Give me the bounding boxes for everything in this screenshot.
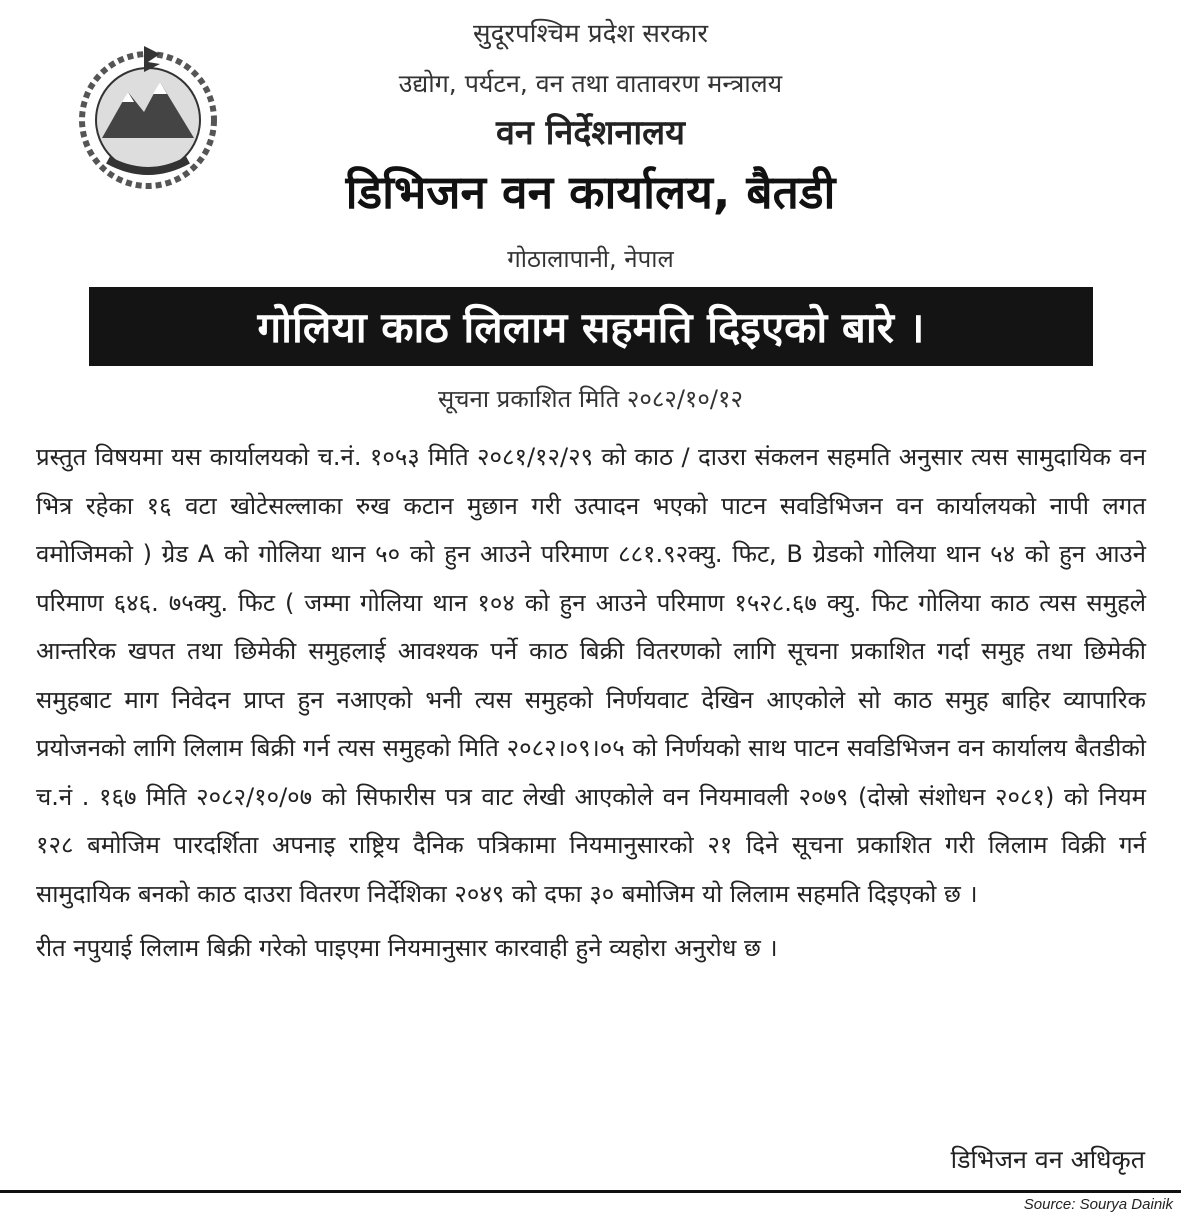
office-location: गोठालापानी, नेपाल [507,245,674,273]
ministry-name: उद्योग, पर्यटन, वन तथा वातावरण मन्त्रालय [398,69,783,98]
source-credit: Source: Sourya Dainik [1023,1196,1173,1213]
office-name: डिभिजन वन कार्यालय, बैतडी [345,165,836,219]
notice-body [36,433,1146,973]
government-name: सुदूरपश्चिम प्रदेश सरकार [473,19,708,49]
body-paragraph: रीत नपुयाई लिलाम बिक्री गरेको पाइएमा नियमानुसार कारवाही हुने व्यहोरा अनुरोध छ । [36,934,778,962]
notice-title: गोलिया काठ लिलाम सहमति दिइएको बारे । [89,287,1093,366]
bottom-divider [0,1190,1181,1193]
directorate-name: वन निर्देशनालय [496,113,685,153]
body-paragraph: प्रस्तुत विषयमा यस कार्यालयको च.नं. १०५३ मिति २०८१/१२/२९ को काठ / दाउरा संकलन सहमति अनुसार त्यस सामुदायिक वन भित्र रहेका १६ वटा खोटेसल्लाका रुख कटान मुछान गरी उत्पादन भएको पाटन सवडिभिजन वन कार्यालयको नापी लगत वमोजिमको ) ग्रेड A को गोलिया थान ५० को हुन आउने परिमाण ८८१.९२क्यु. फिट, B ग्रेडको गोलिया थान ५४ को हुन आउने परिमाण ६४६. ७५क्यु. फिट ( जम्मा गोलिया थान १०४ को हुन आउने परिमाण १५२८.६७ क्यु. फिट गोलिया काठ त्यस समुहले आन्तरिक खपत तथा छिमेकी समुहलाई आवश्यक पर्ने काठ बिक्री वितरणको लागि सूचना प्रकाशित गर्दा समुह तथा छिमेकी समुहबाट माग निवेदन प्राप्त हुन नआएको भनी त्यस समुहको निर्णयवाट देखिन आएकोले सो काठ समुह बाहिर व्यापारिक प्रयोजनको लागि लिलाम बिक्री गर्न त्यस समुहको मिति २०८२।०९।०५ को निर्णयको साथ पाटन सवडिभिजन वन कार्यालय बैतडीको च.नं . १६७ मिति २०८२/१०/०७ को सिफारीस पत्र वाट लेखी आएकोले वन नियमावली २०७९ (दोस्रो संशोधन २०८१) को नियम १२८ बमोजिम पारदर्शिता अपनाइ राष्ट्रिय दैनिक पत्रिकामा नियमानुसारको २१ दिने सूचना प्रकाशित गरी लिलाम विक्री गर्न सामुदायिक बनको काठ दाउरा वितरण निर्देशिका २०४९ को दफा ३० बमोजिम यो लिलाम सहमति दिइएको छ । [36,443,1146,908]
publication-date: सूचना प्रकाशित मिति २०८२/१०/१२ [438,385,743,413]
signatory: डिभिजन वन अधिकृत [950,1145,1145,1174]
